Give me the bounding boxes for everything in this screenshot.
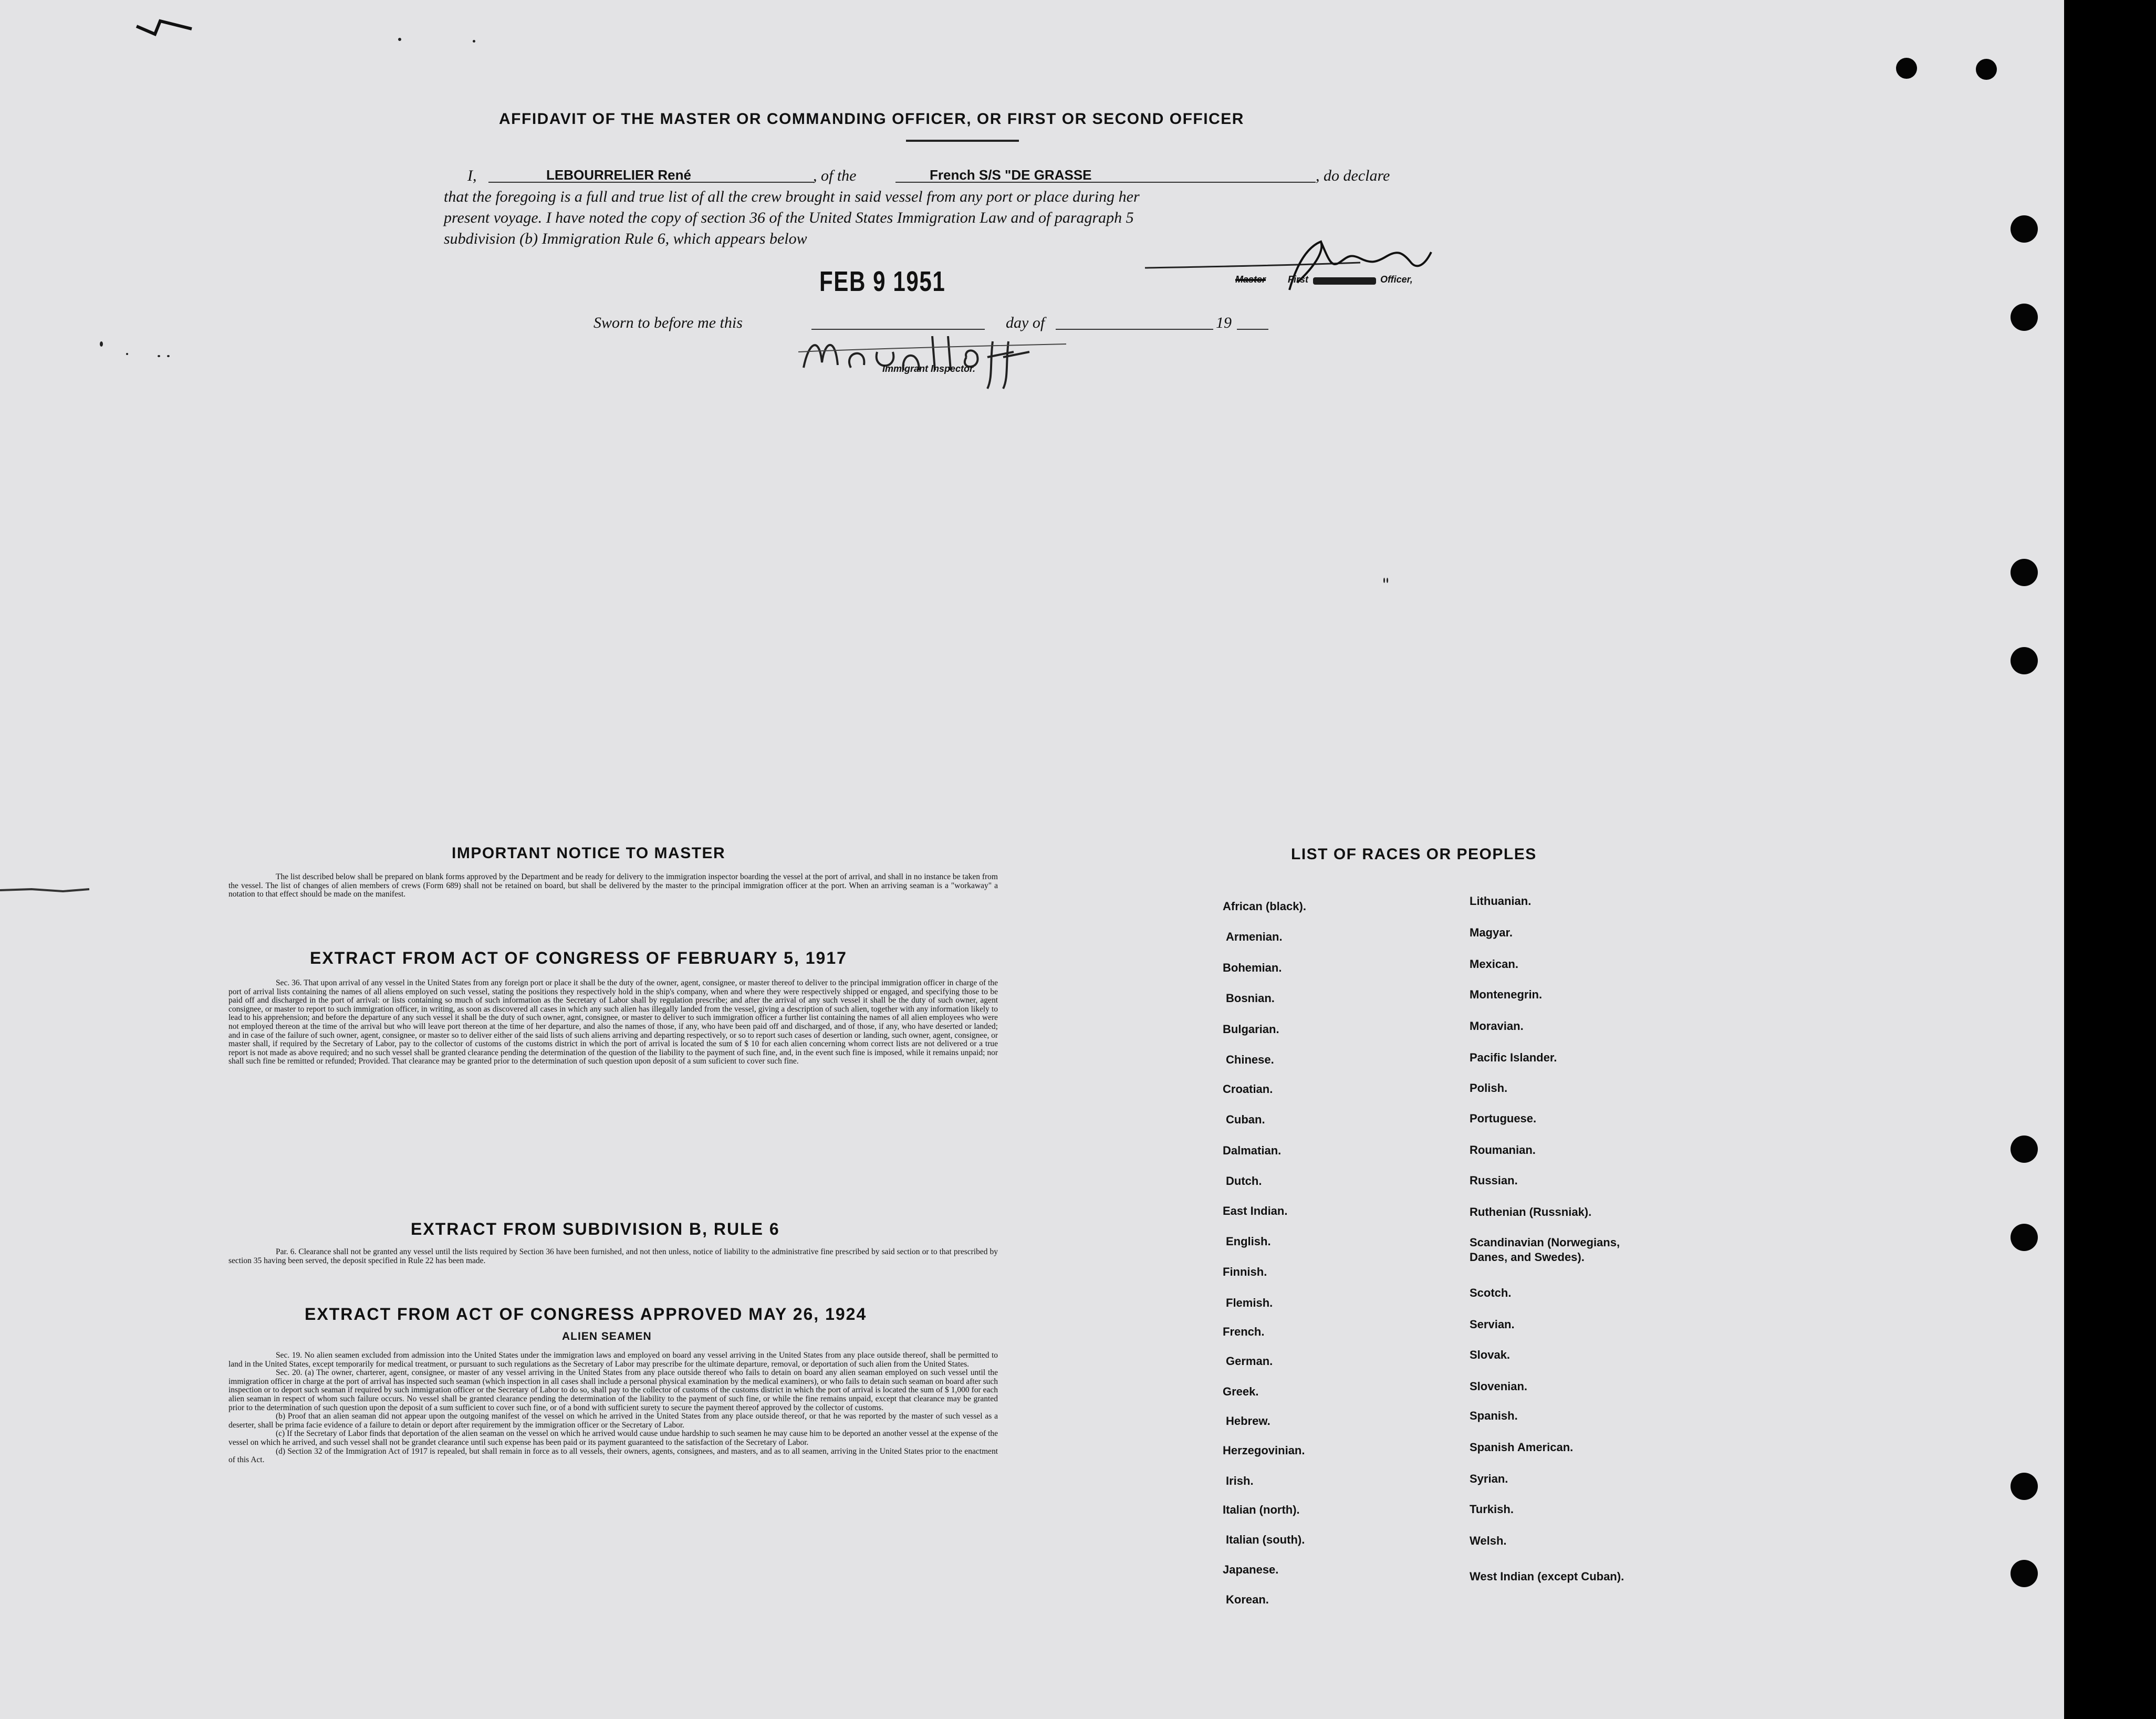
race-item: Greek. xyxy=(1223,1385,1259,1398)
date-stamp: FEB 9 1951 xyxy=(819,266,946,297)
officer-title-struck: Master xyxy=(1235,274,1266,285)
officer-signature xyxy=(1140,231,1434,299)
declaration-line-2: that the foregoing is a full and true list of all the crew brought in said vessel from any port or place during her xyxy=(444,188,1140,205)
vessel-name: French S/S "DE GRASSE xyxy=(930,167,1092,183)
race-item: Chinese. xyxy=(1226,1053,1274,1066)
race-item: Italian (north). xyxy=(1223,1503,1300,1516)
title-rule xyxy=(906,140,1019,142)
race-item: Mexican. xyxy=(1470,957,1518,971)
race-item: Magyar. xyxy=(1470,926,1513,939)
ink-speck xyxy=(1387,578,1388,583)
race-item: Roumanian. xyxy=(1470,1143,1536,1157)
notice-title: IMPORTANT NOTICE TO MASTER xyxy=(452,845,726,862)
race-item: Portuguese. xyxy=(1470,1112,1537,1125)
section-20c-paragraph: (c) If the Secretary of Labor finds that deportation of the alien seaman on the vessel on which he arrived would cause undue hardship to such seamen he may cause him to be deported an another vessel at the expense of the vessel on which he arrived, and such vessel shall not be grandet clearance until such expense has been paid or its payment guaranteed to the satisfaction of the Secretary of Labor. xyxy=(228,1429,998,1447)
extract-1924-title: EXTRACT FROM ACT OF CONGRESS APPROVED MAY 26, 1924 xyxy=(305,1305,867,1324)
race-item: Slovenian. xyxy=(1470,1380,1528,1393)
punch-hole xyxy=(2011,304,2038,331)
declaration-line-4: subdivision (b) Immigration Rule 6, which appears below xyxy=(444,230,807,247)
race-item: Cuban. xyxy=(1226,1113,1265,1126)
race-item: Syrian. xyxy=(1470,1472,1508,1485)
sworn-year-line xyxy=(1237,329,1268,330)
punch-hole xyxy=(1896,58,1917,79)
declaration-line-3: present voyage. I have noted the copy of section 36 of the United States Immigration Law and of paragraph 5 xyxy=(444,209,1134,226)
race-item: Moravian. xyxy=(1470,1019,1524,1033)
race-item: Korean. xyxy=(1226,1593,1269,1606)
extract-1924-body xyxy=(228,1351,998,1465)
section-36-paragraph: Sec. 36. That upon arrival of any vessel in the United States from any foreign port or place it shall be the duty of the owner, agent, consignee, or master thereof to deliver to the principal immigration officer in charge of the port of arrival lists containing the names of all aliens employed on such vessel, stating the positions they respectively hold in the ship's company, when and where they were respectively shipped or engaged, and specifying those to be paid off and discharged in the port of arrival: or lists containing so much of such information as the Secretary of Labor shall by regulation prescribe; and after the arrival of any such vessel it shall be the duty of such owner, agent consignee, or master to report to such immigration officer, in writing, as soon as discovered all cases in which any such alien has illegally landed from the vessel, giving a description of such alien, together with any information likely to lead to his apprehension; and before the departure of any such vessel it shall be the duty of such owner, agnt, consignee, or master to deliver to such immigration officer a further list containing the names of all alien employees who were not employed thereon at the time of the arrival but who will leave port thereon at the time of her departure, and also the names of those, if any, who have been paid off and discharged, and of those, if any, who have deserted or landed; and in case of the failure of such owner, agent, consignee, or master so to deliver either of the said lists of such aliens arriving and departing respectively, or so to report such cases of desertion or landing, such owner, agent, consignee, or master shall, if required by the Secretary of Labor, pay to the collector of customs of the customs district in which the port of arrival is located the sum of $ 10 for each alien concerning whom correct lists are not delivered or a true report is not made as above required; and no such vessel shall be granted clearance pending the determination of the question of the liability to the payment of such fine, and, in the event such fine is imposed, while it remains unpaid; nor shall such fine be remitted or refunded; Provided. That clearance may be granted prior to the determination of such question upon deposit of a sum suficient to cover such fine. xyxy=(228,978,998,1066)
race-item: Irish. xyxy=(1226,1474,1254,1487)
rule6-paragraph: Par. 6. Clearance shall not be granted any vessel until the lists required by Section 36 have been furnished, and not then unless, notice of liability to the administrative fine prescribed by said section or to that prescribed by section 35 having been served, the deposit specified in Rule 22 has been made. xyxy=(228,1247,998,1265)
punch-hole xyxy=(1976,59,1997,80)
extract-rule6-title: EXTRACT FROM SUBDIVISION B, RULE 6 xyxy=(411,1220,780,1238)
extract-1917-body xyxy=(228,979,998,1066)
ink-speck xyxy=(398,38,401,41)
punch-hole xyxy=(2011,647,2038,674)
race-item: English. xyxy=(1226,1235,1271,1248)
officer-label: Officer, xyxy=(1380,274,1413,285)
extract-rule6-body xyxy=(228,1248,998,1265)
race-item: African (black). xyxy=(1223,900,1306,913)
ink-speck xyxy=(100,341,103,347)
i-label: I, xyxy=(467,167,477,184)
punch-hole xyxy=(2011,1473,2038,1500)
left-edge-mark xyxy=(0,880,95,901)
do-declare-label: , do declare xyxy=(1316,167,1390,184)
race-item: Ruthenian (Russniak). xyxy=(1470,1205,1592,1218)
race-item: Lithuanian. xyxy=(1470,894,1532,908)
officer-name: LEBOURRELIER René xyxy=(546,167,691,183)
race-item: Pacific Islander. xyxy=(1470,1051,1557,1064)
officer-title-first: First xyxy=(1288,274,1309,285)
race-item: Bohemian. xyxy=(1223,961,1282,974)
notice-paragraph: The list described below shall be prepared on blank forms approved by the Department and be ready for delivery to the immigration inspector boarding the vessel at the port of arrival, and shall in no instance be taken from the vessel. The list of changes of alien members of crews (Form 689) shall not be retained on board, but shall be delivered by the master to the principal immigration officer at the port. When an arriving seaman is a "workaway" a notation to that effect should be made on the manifest. xyxy=(228,872,998,899)
race-item: Spanish. xyxy=(1470,1409,1518,1422)
race-item: French. xyxy=(1223,1325,1265,1338)
race-item: Scandinavian (Norwegians, Danes, and Swedes). xyxy=(1470,1236,1620,1264)
race-item: Welsh. xyxy=(1470,1534,1507,1547)
race-item: Turkish. xyxy=(1470,1503,1514,1516)
inspector-signature xyxy=(793,320,1077,394)
race-item: Bulgarian. xyxy=(1223,1023,1279,1036)
inspector-label: Immigrant Inspector. xyxy=(882,363,976,374)
race-item: Slovak. xyxy=(1470,1348,1511,1361)
affidavit-title: AFFIDAVIT OF THE MASTER OR COMMANDING OFFICER, OR FIRST OR SECOND OFFICER xyxy=(499,110,1244,128)
race-item: Dutch. xyxy=(1226,1174,1262,1187)
race-item: Hebrew. xyxy=(1226,1414,1270,1428)
section-20d-paragraph: (d) Section 32 of the Immigration Act of 1917 is repealed, but shall remain in force as to all vessels, their owners, agents, consignees, and masters, and as to all seamen, arriving in the United States prior to the enactment of this Act. xyxy=(228,1446,998,1465)
race-item: Servian. xyxy=(1470,1318,1515,1331)
race-item: Italian (south). xyxy=(1226,1533,1305,1546)
race-item: East Indian. xyxy=(1223,1204,1288,1217)
race-item: Polish. xyxy=(1470,1081,1508,1095)
sworn-label: Sworn to before me this xyxy=(593,314,743,331)
race-item: Montenegrin. xyxy=(1470,988,1543,1001)
race-item: Bosnian. xyxy=(1226,992,1275,1005)
race-item: Croatian. xyxy=(1223,1082,1273,1096)
section-19-paragraph: Sec. 19. No alien seamen excluded from admission into the United States under the immigration laws and employed on board any vessel arriving in the United States from any place outside thereof, shall be permitted to land in the United States, except temporarily for medical treatment, or pursuant to such regulations as the Secretary of Labor may prescribe for the ultimate departure, removal, or deportation of such alien from the United States. xyxy=(228,1351,998,1369)
sworn-month-line xyxy=(1056,329,1213,330)
alien-seamen-subtitle: ALIEN SEAMEN xyxy=(562,1330,652,1342)
ink-speck xyxy=(1383,578,1385,583)
race-item: Armenian. xyxy=(1226,930,1283,943)
section-20b-paragraph: (b) Proof that an alien seaman did not appear upon the outgoing manifest of the vessel on which he arrived in the United States from any place outside thereof, or that he was reported by the master of such vessel as a deserter, shall be prima facie evidence of a failure to detain or deport after requirement by the immigration officer or the Secretary of Labor. xyxy=(228,1412,998,1430)
race-item: Finnish. xyxy=(1223,1265,1267,1278)
ink-speck xyxy=(126,353,128,355)
punch-hole xyxy=(2011,1135,2038,1163)
of-the-label: , of the xyxy=(813,167,857,184)
race-item: Japanese. xyxy=(1223,1563,1279,1576)
corner-mark xyxy=(134,16,197,53)
punch-hole xyxy=(2011,559,2038,586)
extract-1917-title: EXTRACT FROM ACT OF CONGRESS OF FEBRUARY 5, 1917 xyxy=(310,949,847,967)
race-item: Dalmatian. xyxy=(1223,1144,1282,1157)
ink-speck xyxy=(167,355,170,357)
race-item: German. xyxy=(1226,1355,1273,1368)
race-item: West Indian (except Cuban). xyxy=(1470,1570,1624,1583)
race-item: Spanish American. xyxy=(1470,1441,1574,1454)
race-item: Herzegovinian. xyxy=(1223,1444,1305,1457)
punch-hole xyxy=(2011,1560,2038,1587)
race-item: Flemish. xyxy=(1226,1296,1273,1309)
ink-speck xyxy=(158,355,160,357)
race-item: Scotch. xyxy=(1470,1286,1512,1299)
punch-hole xyxy=(2011,215,2038,243)
year-label: 19 xyxy=(1216,314,1232,331)
section-20a-paragraph: Sec. 20. (a) The owner, charterer, agent, consignee, or master of any vessel arriving in the United States from any place outside thereof who fails to detain on board any alien seaman employed on such vessel until the immigration officer in charge at the port of arrival has inspected such seaman (which inspection in all cases shall include a personal physical examination by the medical examiners), or who fails to detain such seaman on board after such inspection or to deport such seaman if required by such immigration officer or the Secretary of Labor to do so, shall pay to the collector of customs of the customs district in which the port of arrival is located the sum of $ 1,000 for each alien seaman in respect of whom such failure occurs. No vessel shall be granted clearance pending the determination of the liability to the payment of such fine, or while the fine remains unpaid, except that clearance may be granted prior to the determination of such question upon the deposit of a sum sufficient to cover such fine, or of a bond with sufficient surety to secure the payment thereof approved by the collector of customs. xyxy=(228,1368,998,1412)
officer-title-scribble xyxy=(1313,277,1376,285)
race-item: Russian. xyxy=(1470,1174,1518,1187)
notice-body xyxy=(228,873,998,899)
day-of-label: day of xyxy=(1006,314,1045,331)
punch-hole xyxy=(2011,1224,2038,1251)
races-title: LIST OF RACES OR PEOPLES xyxy=(1291,846,1537,863)
ink-speck xyxy=(473,40,475,43)
